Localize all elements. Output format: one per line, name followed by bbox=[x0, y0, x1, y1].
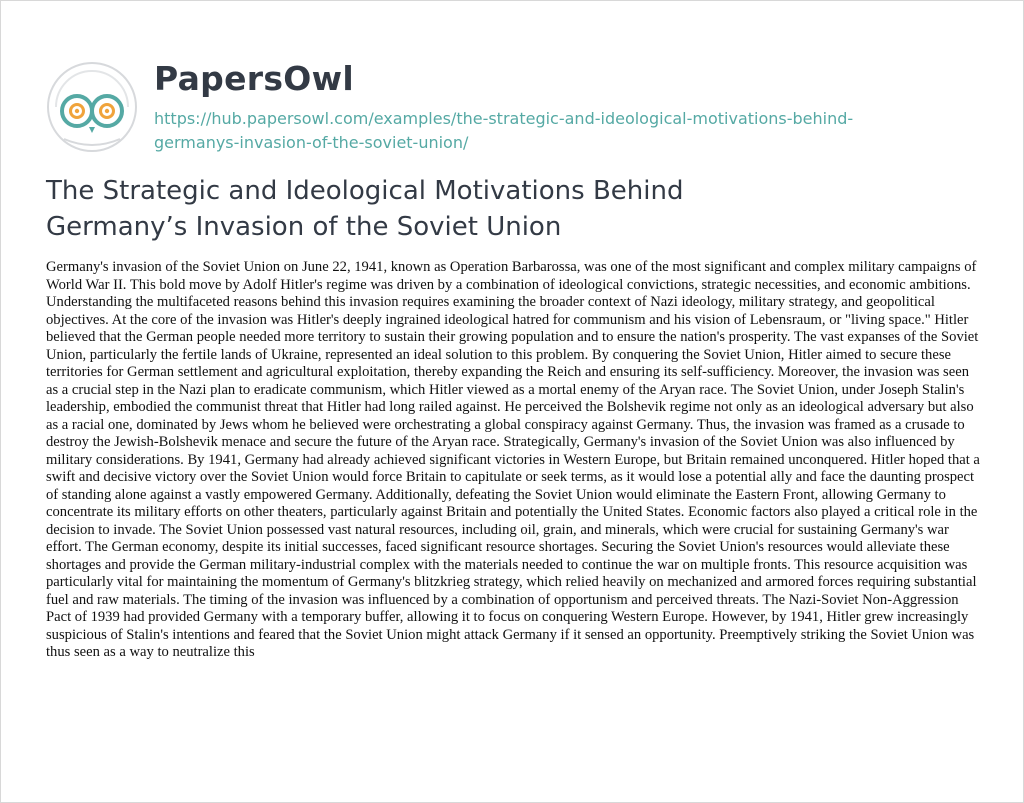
owl-face-icon bbox=[46, 61, 138, 153]
article-title-line1: The Strategic and Ideological Motivations Behind bbox=[46, 176, 684, 206]
article-body: Germany's invasion of the Soviet Union on June 22, 1941, known as Operation Barbarossa, was one of the most significant and complex military campaigns of World War II. This bold move by Adolf Hitler's regime was driven by a combination of ideological convictions, strategic necessities, and economic ambitions. Understanding the multifaceted reasons behind this invasion requires examining the broader context of Nazi ideology, military strategy, and geopolitical objectives. At the core of the invasion was Hitler's deeply ingrained ideological hatred for communism and his vision of Lebensraum, or "living space." Hitler believed that the German people needed more territory to sustain their growing population and to ensure the nation's prosperity. The vast expanses of the Soviet Union, particularly the fertile lands of Ukraine, represented an ideal solution to this problem. By conquering the Soviet Union, Hitler aimed to secure these territories for German settlement and agricultural exploitation, thereby expanding the Reich and ensuring its self-sufficiency. Moreover, the invasion was seen as a crucial step in the Nazi plan to eradicate communism, which Hitler viewed as a mortal enemy of the Aryan race. The Soviet Union, under Joseph Stalin's leadership, embodied the communist threat that Hitler had long railed against. He perceived the Bolshevik regime not only as an ideological adversary but also as a racial one, dominated by Jews whom he believed were orchestrating a global conspiracy against Germany. Thus, the invasion was framed as a crusade to destroy the Jewish-Bolshevik menace and secure the future of the Aryan race. Strategically, Germany's invasion of the Soviet Union was also influenced by military considerations. By 1941, Germany had already achieved significant victories in Western Europe, but Britain remained unconquered. Hitler hoped that a swift and decisive victory over the Soviet Union would force Britain to capitulate or seek terms, as it would lose a potential ally and face the daunting prospect of standing alone against a vastly empowered Germany. Additionally, defeating the Soviet Union would eliminate the Eastern Front, allowing Germany to concentrate its military efforts on other theaters, particularly against Britain and potentially the United States. Economic factors also played a critical role in the decision to invade. The Soviet Union possessed vast natural resources, including oil, grain, and minerals, which were crucial for sustaining Germany's war effort. The German economy, despite its initial successes, faced significant resource shortages. Securing the Soviet Union's resources would alleviate these shortages and provide the German military-industrial complex with the materials needed to continue the war on multiple fronts. This resource acquisition was particularly vital for maintaining the momentum of Germany's blitzkrieg strategy, which relied heavily on mechanized and armored forces requiring substantial fuel and raw materials. The timing of the invasion was influenced by a combination of opportunism and perceived threats. The Nazi-Soviet Non-Aggression Pact of 1939 had provided Germany with a temporary buffer, allowing it to focus on conquering Western Europe. However, by 1941, Hitler grew increasingly suspicious of Stalin's intentions and feared that the Soviet Union might attack Germany if it sensed an opportunity. Preemptively striking the Soviet Union was thus seen as a way to neutralize this bbox=[46, 259, 980, 660]
brand-name: PapersOwl bbox=[154, 59, 355, 98]
source-url-line2[interactable]: germanys-invasion-of-the-soviet-union/ bbox=[154, 133, 469, 152]
article-title-line2: Germany’s Invasion of the Soviet Union bbox=[46, 212, 562, 242]
source-url[interactable] bbox=[154, 107, 954, 155]
source-url-line1[interactable]: https://hub.papersowl.com/examples/the-strategic-and-ideological-motivations-behind- bbox=[154, 109, 854, 128]
header bbox=[46, 31, 986, 161]
article-title bbox=[46, 173, 946, 245]
